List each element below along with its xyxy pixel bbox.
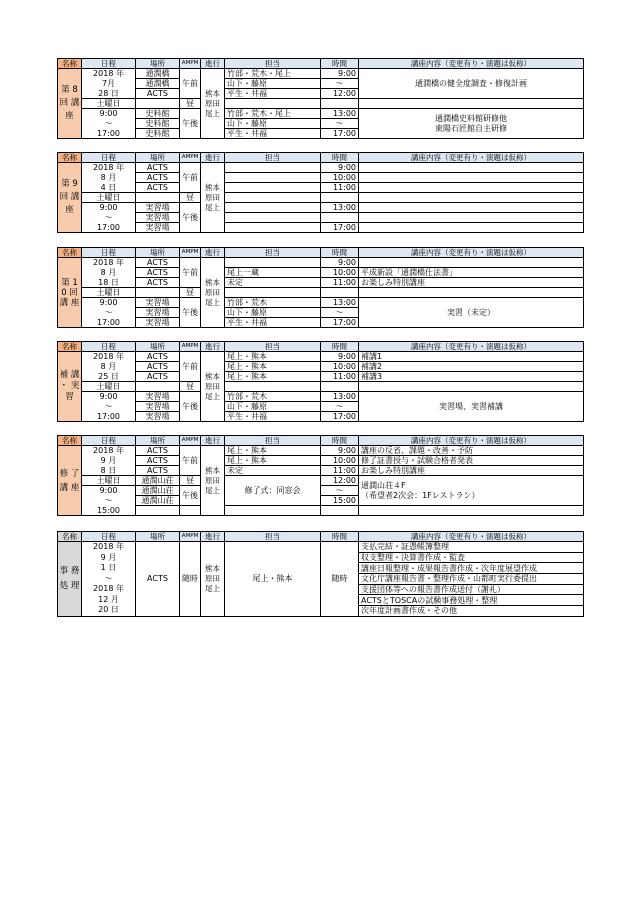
content-line: 通潤山荘４F xyxy=(361,480,406,490)
content-cell: 補講2 xyxy=(359,362,584,372)
header-progress: 進行 xyxy=(201,59,225,69)
content-cell xyxy=(359,476,584,506)
place-cell xyxy=(136,288,180,298)
time-cell: ～ xyxy=(321,486,359,496)
date-day: 28 日 xyxy=(82,89,136,99)
date-year: 2018 年 xyxy=(93,542,124,551)
content-cell: 実習場、実習補講 xyxy=(359,392,584,422)
date-tilde: ～ xyxy=(104,573,113,583)
staff-cell: 平生・井福 xyxy=(225,412,321,422)
date-end: 17:00 xyxy=(82,318,136,328)
header-name: 名称 xyxy=(58,59,82,69)
date-year: 2018 年 xyxy=(82,258,136,268)
date-weekday: 土曜日 xyxy=(82,288,136,298)
content-cell xyxy=(359,99,584,109)
date-tilde: ～ xyxy=(82,213,136,223)
date-weekday: 土曜日 xyxy=(82,99,136,109)
staff-cell: 平生・井福 xyxy=(225,318,321,328)
date-weekday: 土曜日 xyxy=(82,382,136,392)
content-cell xyxy=(359,193,584,203)
date-tilde: ～ xyxy=(82,308,136,318)
place-cell: ACTS xyxy=(136,183,180,193)
header-name: 名称 xyxy=(58,532,82,542)
place-cell: 実習場 xyxy=(136,412,180,422)
date-start: 9:00 xyxy=(82,392,136,402)
content-cell: 補講1 xyxy=(359,352,584,362)
pm-label: 午後 xyxy=(180,486,201,506)
content-cell xyxy=(359,183,584,193)
pm-label: 午後 xyxy=(180,109,201,139)
date-year: 2018 年 xyxy=(82,163,136,173)
place-cell: 実習場 xyxy=(136,298,180,308)
header-name: 名称 xyxy=(58,342,82,352)
staff-cell xyxy=(225,183,321,193)
progress-staff: 熊本 原田 尾上 xyxy=(201,446,225,516)
place-cell: 通潤山荘 xyxy=(136,496,180,506)
header-time: 時間 xyxy=(321,153,359,163)
date-weekday: 土曜日 xyxy=(82,476,136,486)
staff-cell: 山下・藤原 xyxy=(225,308,321,318)
header-content: 講座内容（変更有り・演題は仮称） xyxy=(359,342,584,352)
header-place: 場所 xyxy=(136,532,180,542)
header-staff: 担当 xyxy=(225,532,321,542)
header-place: 場所 xyxy=(136,342,180,352)
date-month: 8 月 xyxy=(82,268,136,278)
date-end: 15:00 xyxy=(82,506,136,516)
staff-cell: 竹部・荒木 xyxy=(225,392,321,402)
staff-cell: 竹部・荒木 xyxy=(225,298,321,308)
content-line: （希望者2次会：1Fレストラン） xyxy=(361,490,480,500)
time-cell: 9:00 xyxy=(321,163,359,173)
header-row xyxy=(58,436,584,446)
time-cell: 13:00 xyxy=(321,203,359,213)
time-cell xyxy=(321,506,359,516)
content-line: 通潤橋史料館研修他 xyxy=(435,113,507,123)
date-month: 8 月 xyxy=(82,173,136,183)
am-label: 午前 xyxy=(180,352,201,382)
header-content: 講座内容（変更有り・演題は仮称） xyxy=(359,436,584,446)
time-cell xyxy=(321,213,359,223)
date-year: 2018 年 xyxy=(93,584,124,593)
lunch-label: 昼 xyxy=(180,193,201,203)
header-time: 時間 xyxy=(321,248,359,258)
staff-cell: 竹部・荒木・尾上 xyxy=(225,109,321,119)
schedule-table xyxy=(57,58,584,139)
date-range xyxy=(82,542,136,617)
header-place: 場所 xyxy=(136,436,180,446)
time-cell: 11:00 xyxy=(321,278,359,288)
place-cell: ACTS xyxy=(136,278,180,288)
header-progress: 進行 xyxy=(201,436,225,446)
header-ampm: AMPM xyxy=(180,153,201,163)
place-cell xyxy=(136,99,180,109)
date-start: 9:00 xyxy=(82,109,136,119)
header-place: 場所 xyxy=(136,248,180,258)
header-ampm: AMPM xyxy=(180,59,201,69)
header-row xyxy=(58,153,584,163)
content-cell: 講座日報整理・成果報告書作成・次年度展望作成 xyxy=(359,563,584,574)
place-cell xyxy=(136,193,180,203)
header-row xyxy=(58,59,584,69)
header-time: 時間 xyxy=(321,436,359,446)
time-cell xyxy=(321,193,359,203)
place-cell: ACTS xyxy=(136,466,180,476)
content-cell: 文化庁講座報告書・整理作成・山都町実行委提出 xyxy=(359,573,584,584)
staff-cell: 尾上・熊本 xyxy=(225,362,321,372)
session-name: 事 務 処 理 xyxy=(58,542,82,617)
place-cell: ACTS xyxy=(136,89,180,99)
schedule-block-8 xyxy=(57,58,583,139)
schedule-table xyxy=(57,152,584,233)
time-cell: 11:00 xyxy=(321,183,359,193)
time-cell: ～ xyxy=(321,79,359,89)
schedule-block-admin xyxy=(57,531,583,617)
schedule-block-supplementary xyxy=(57,341,583,422)
content-cell: お楽しみ特別講座 xyxy=(359,466,584,476)
header-content: 講座内容（変更有り・演題は仮称） xyxy=(359,532,584,542)
header-ampm: AMPM xyxy=(180,532,201,542)
session-name: 第 9 回 講 座 xyxy=(58,163,82,233)
am-label: 午前 xyxy=(180,446,201,476)
staff-cell xyxy=(225,223,321,233)
staff-cell: 尾上・熊本 xyxy=(225,542,321,617)
place-cell: 史料館 xyxy=(136,109,180,119)
content-cell: 補講3 xyxy=(359,372,584,382)
date-month: 7月 xyxy=(82,79,136,89)
schedule-block-completion xyxy=(57,435,583,516)
header-name: 名称 xyxy=(58,436,82,446)
place-cell: 史料館 xyxy=(136,119,180,129)
date-tilde: ～ xyxy=(82,496,136,506)
staff-cell xyxy=(225,213,321,223)
place-cell: ACTS xyxy=(136,446,180,456)
lunch-label: 昼 xyxy=(180,476,201,486)
place-cell: ACTS xyxy=(136,456,180,466)
header-date: 日程 xyxy=(82,532,136,542)
staff-cell xyxy=(225,506,321,516)
date-day: 18 日 xyxy=(82,278,136,288)
am-label: 午前 xyxy=(180,69,201,99)
time-cell: ～ xyxy=(321,402,359,412)
staff-cell: 平生・井福 xyxy=(225,89,321,99)
schedule-table xyxy=(57,435,584,516)
header-progress: 進行 xyxy=(201,153,225,163)
date-end: 17:00 xyxy=(82,412,136,422)
place-cell: 史料館 xyxy=(136,129,180,139)
header-progress: 進行 xyxy=(201,342,225,352)
content-cell xyxy=(359,163,584,173)
staff-cell: 山下・藤原 xyxy=(225,402,321,412)
staff-cell: 山下・藤原 xyxy=(225,79,321,89)
content-cell xyxy=(359,382,584,392)
staff-cell xyxy=(225,382,321,392)
time-cell: 9:00 xyxy=(321,352,359,362)
date-day: 8 日 xyxy=(82,466,136,476)
schedule-table xyxy=(57,531,584,617)
time-cell: 12:00 xyxy=(321,89,359,99)
staff-cell xyxy=(225,258,321,268)
header-date: 日程 xyxy=(82,153,136,163)
date-weekday: 土曜日 xyxy=(82,193,136,203)
date-year: 2018 年 xyxy=(82,446,136,456)
content-cell: ACTSとTOSCAの試験事務処理・整理 xyxy=(359,595,584,606)
header-staff: 担当 xyxy=(225,248,321,258)
content-line: 東陽石匠館自主研修 xyxy=(435,123,507,133)
place-cell: 通潤山荘 xyxy=(136,476,180,486)
date-tilde: ～ xyxy=(82,119,136,129)
date-year: 2018 年 xyxy=(82,352,136,362)
staff-cell xyxy=(225,193,321,203)
header-place: 場所 xyxy=(136,153,180,163)
date-month: 12 月 xyxy=(98,594,119,604)
content-cell: 次年度計画書作成・その他 xyxy=(359,605,584,616)
staff-cell: 尾上・熊本 xyxy=(225,352,321,362)
am-label: 午前 xyxy=(180,163,201,193)
header-staff: 担当 xyxy=(225,342,321,352)
time-cell: 17:00 xyxy=(321,318,359,328)
header-content: 講座内容（変更有り・演題は仮称） xyxy=(359,59,584,69)
lunch-label: 昼 xyxy=(180,382,201,392)
time-cell: 11:00 xyxy=(321,466,359,476)
header-content: 講座内容（変更有り・演題は仮称） xyxy=(359,153,584,163)
content-cell: 通潤橋の健全度調査・修復計画 xyxy=(359,69,584,99)
place-cell xyxy=(136,382,180,392)
place-cell: ACTS xyxy=(136,542,180,617)
content-cell xyxy=(359,173,584,183)
time-cell xyxy=(321,99,359,109)
header-ampm: AMPM xyxy=(180,436,201,446)
header-staff: 担当 xyxy=(225,59,321,69)
place-cell xyxy=(136,506,180,516)
date-start: 9:00 xyxy=(82,203,136,213)
header-row xyxy=(58,532,584,542)
time-cell: 11:00 xyxy=(321,372,359,382)
time-cell: 17:00 xyxy=(321,223,359,233)
place-cell: ACTS xyxy=(136,362,180,372)
staff-cell: 尾上・熊本 xyxy=(225,446,321,456)
date-day: 4 日 xyxy=(82,183,136,193)
staff-cell: 修了式：同窓会 xyxy=(225,476,321,506)
date-start: 9:00 xyxy=(82,486,136,496)
staff-cell xyxy=(225,173,321,183)
staff-cell xyxy=(225,203,321,213)
staff-cell: 尾上・熊本 xyxy=(225,372,321,382)
pm-label: 午後 xyxy=(180,298,201,328)
content-cell xyxy=(359,203,584,213)
header-row xyxy=(58,248,584,258)
header-date: 日程 xyxy=(82,342,136,352)
schedule-block-10 xyxy=(57,247,583,328)
content-cell xyxy=(359,258,584,268)
staff-cell: 平生・井福 xyxy=(225,129,321,139)
place-cell: 実習場 xyxy=(136,392,180,402)
place-cell: ACTS xyxy=(136,173,180,183)
time-cell: 10:00 xyxy=(321,268,359,278)
schedule-block-9 xyxy=(57,152,583,233)
date-day: 20 日 xyxy=(98,605,119,614)
place-cell: 通潤山荘 xyxy=(136,486,180,496)
time-cell: 10:00 xyxy=(321,456,359,466)
progress-staff: 熊本 原田 尾上 xyxy=(201,352,225,422)
header-progress: 進行 xyxy=(201,532,225,542)
place-cell: ACTS xyxy=(136,258,180,268)
progress-staff: 熊本 原田 尾上 xyxy=(201,163,225,233)
session-name: 補 講 ・ 実 習 xyxy=(58,352,82,422)
content-cell xyxy=(359,223,584,233)
lunch-label: 昼 xyxy=(180,99,201,109)
staff-cell: 竹部・荒木・尾上 xyxy=(225,69,321,79)
time-cell: 9:00 xyxy=(321,69,359,79)
time-cell: 17:00 xyxy=(321,129,359,139)
header-time: 時間 xyxy=(321,532,359,542)
place-cell: 実習場 xyxy=(136,318,180,328)
staff-cell: 山下・藤原 xyxy=(225,119,321,129)
date-day: 25 日 xyxy=(82,372,136,382)
content-cell: お楽しみ特別講座 xyxy=(359,278,584,288)
place-cell: 実習場 xyxy=(136,213,180,223)
content-cell xyxy=(359,213,584,223)
header-staff: 担当 xyxy=(225,436,321,446)
header-name: 名称 xyxy=(58,153,82,163)
time-cell: 15:00 xyxy=(321,496,359,506)
place-cell: ACTS xyxy=(136,163,180,173)
time-cell: 12:00 xyxy=(321,476,359,486)
content-cell: 平成新設「通潤橋仕法書」 xyxy=(359,268,584,278)
date-month: 9 月 xyxy=(82,456,136,466)
place-cell: 実習場 xyxy=(136,223,180,233)
session-name: 第 1 0 回 講 座 xyxy=(58,258,82,328)
date-end: 17:00 xyxy=(82,223,136,233)
place-cell: 実習場 xyxy=(136,203,180,213)
schedule-table xyxy=(57,247,584,328)
place-cell: 実習場 xyxy=(136,308,180,318)
time-cell: 随時 xyxy=(321,542,359,617)
ampm-cell: 随時 xyxy=(180,542,201,617)
date-end: 17:00 xyxy=(82,129,136,139)
date-tilde: ～ xyxy=(82,402,136,412)
header-date: 日程 xyxy=(82,436,136,446)
session-name: 修 了 講 座 xyxy=(58,446,82,516)
content-cell xyxy=(359,506,584,516)
staff-cell: 未定 xyxy=(225,466,321,476)
header-progress: 進行 xyxy=(201,248,225,258)
time-cell: ～ xyxy=(321,119,359,129)
progress-staff: 熊本 原田 尾上 xyxy=(201,542,225,617)
am-label: 午前 xyxy=(180,258,201,288)
header-time: 時間 xyxy=(321,342,359,352)
staff-cell xyxy=(225,288,321,298)
place-cell: 通潤橋 xyxy=(136,69,180,79)
staff-cell: 尾上一蔵 xyxy=(225,268,321,278)
header-date: 日程 xyxy=(82,248,136,258)
content-cell: 修了証書授与・試験合格者発表 xyxy=(359,456,584,466)
session-name: 第 8 回 講 座 xyxy=(58,69,82,139)
time-cell xyxy=(321,382,359,392)
content-cell xyxy=(359,288,584,298)
place-cell: ACTS xyxy=(136,372,180,382)
header-date: 日程 xyxy=(82,59,136,69)
place-cell: 実習場 xyxy=(136,402,180,412)
header-content: 講座内容（変更有り・演題は仮称） xyxy=(359,248,584,258)
content-cell: 講座の反省、課題・改善・予防 xyxy=(359,446,584,456)
place-cell: 通潤橋 xyxy=(136,79,180,89)
schedule-table xyxy=(57,341,584,422)
time-cell: 9:00 xyxy=(321,446,359,456)
time-cell: 13:00 xyxy=(321,298,359,308)
content-cell: 支払完結・証憑帳簿整理 xyxy=(359,542,584,553)
pm-label: 午後 xyxy=(180,203,201,233)
time-cell: 10:00 xyxy=(321,362,359,372)
ampm-cell xyxy=(180,506,201,516)
content-cell: 実習（未定） xyxy=(359,298,584,328)
time-cell: 9:00 xyxy=(321,258,359,268)
date-month: 8 月 xyxy=(82,362,136,372)
content-cell xyxy=(359,109,584,139)
time-cell: 13:00 xyxy=(321,109,359,119)
header-staff: 担当 xyxy=(225,153,321,163)
staff-cell xyxy=(225,99,321,109)
place-cell: ACTS xyxy=(136,352,180,362)
header-place: 場所 xyxy=(136,59,180,69)
time-cell: 17:00 xyxy=(321,412,359,422)
header-name: 名称 xyxy=(58,248,82,258)
place-cell: ACTS xyxy=(136,268,180,278)
progress-staff: 熊本 原田 尾上 xyxy=(201,258,225,328)
content-cell: 支援団体等への報告書作成送付（謝礼） xyxy=(359,584,584,595)
date-month: 9 月 xyxy=(100,552,117,562)
staff-cell: 未定 xyxy=(225,278,321,288)
staff-cell xyxy=(225,163,321,173)
time-cell: ～ xyxy=(321,308,359,318)
header-ampm: AMPM xyxy=(180,342,201,352)
progress-staff: 熊本 原田 尾上 xyxy=(201,69,225,139)
lunch-label: 昼 xyxy=(180,288,201,298)
pm-label: 午後 xyxy=(180,392,201,422)
time-cell: 13:00 xyxy=(321,392,359,402)
date-start: 9:00 xyxy=(82,298,136,308)
time-cell: 10:00 xyxy=(321,173,359,183)
header-row xyxy=(58,342,584,352)
date-year: 2018 年 xyxy=(82,69,136,79)
header-time: 時間 xyxy=(321,59,359,69)
content-cell: 収支整理・決算書作成・監査 xyxy=(359,552,584,563)
date-day: 1 日 xyxy=(100,563,117,572)
time-cell xyxy=(321,288,359,298)
staff-cell: 尾上・熊本 xyxy=(225,456,321,466)
header-ampm: AMPM xyxy=(180,248,201,258)
